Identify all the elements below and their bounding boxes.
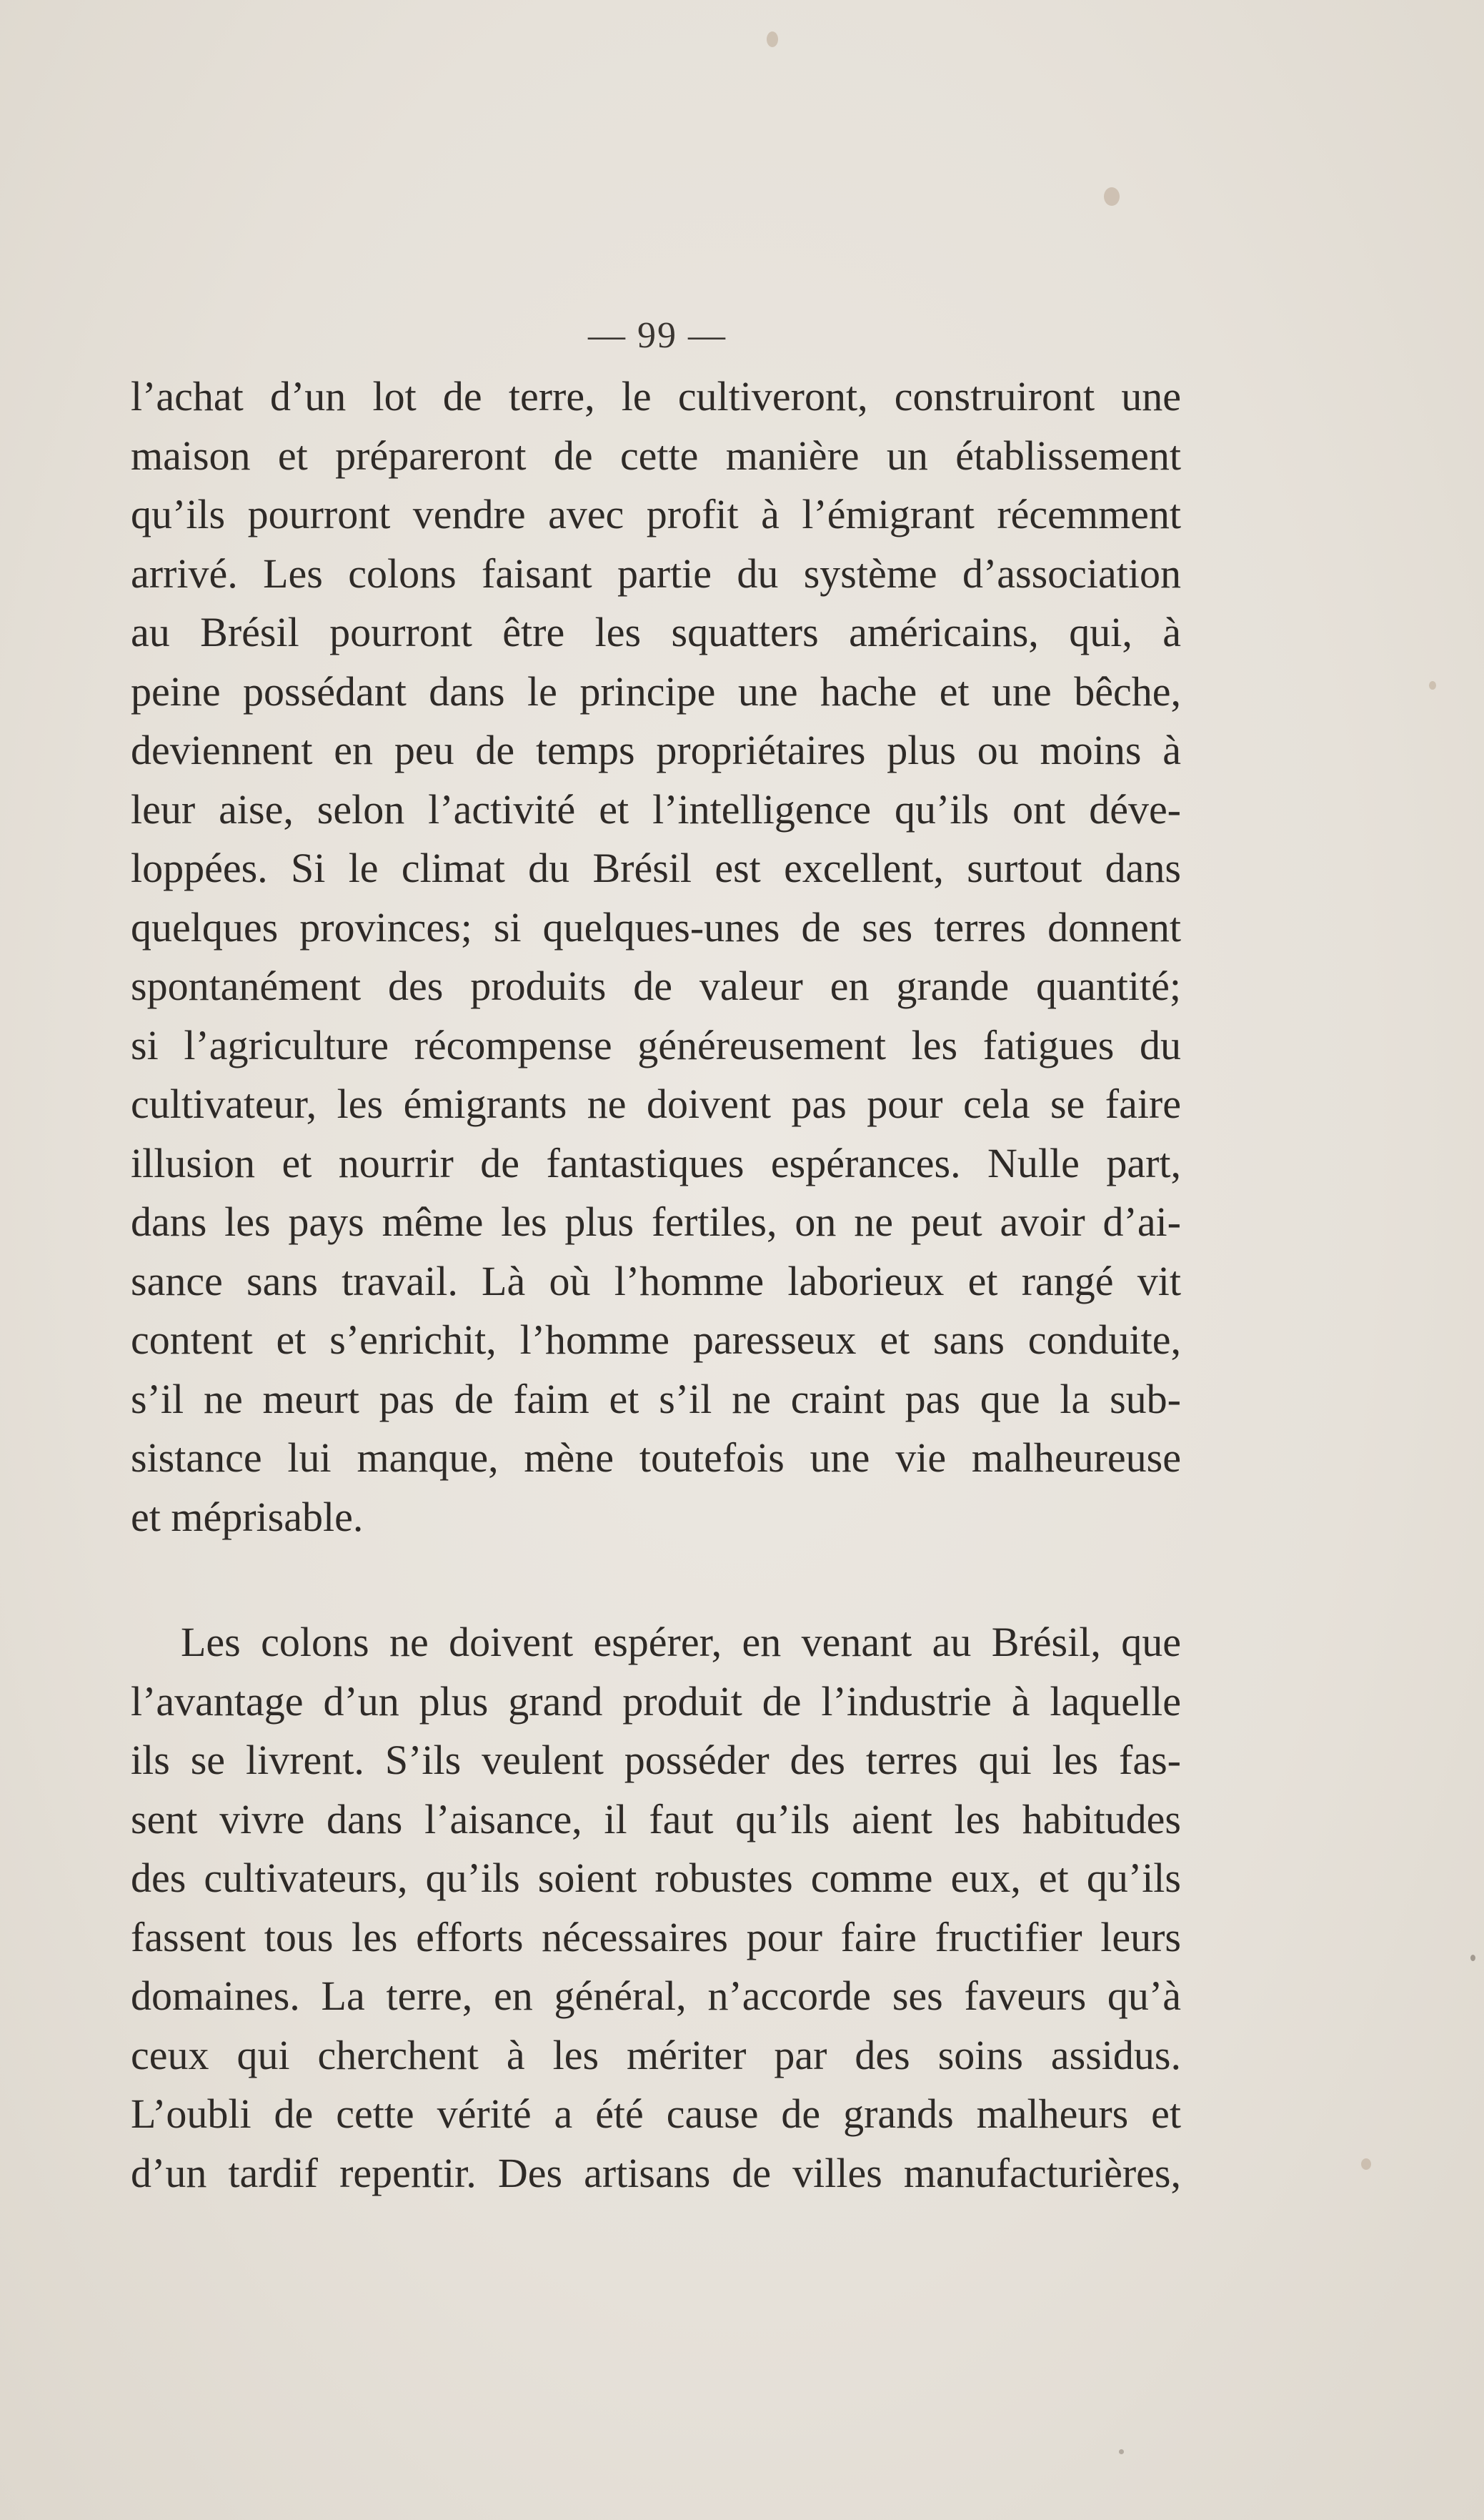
text-line: Les colons ne doivent espérer, en venant au Brésil, que — [181, 1619, 1181, 1665]
text-line: des cultivateurs, qu’ils soient robustes comme eux, et qu’ils — [131, 1855, 1181, 1901]
text-line: sance sans travail. Là où l’homme laborieux et rangé vit — [131, 1257, 1181, 1304]
paper-speck — [1429, 681, 1436, 690]
paragraph-2 — [131, 1613, 1181, 2203]
text-line: sent vivre dans l’aisance, il faut qu’ils aient les habitudes — [131, 1795, 1181, 1842]
text-line: spontanément des produits de valeur en grande quantité; — [131, 963, 1181, 1009]
text-line: sistance lui manque, mène toutefois une vie malheureuse — [131, 1434, 1181, 1481]
text-line: domaines. La terre, en général, n’accorde ses faveurs qu’à — [131, 1973, 1181, 2019]
text-line: cultivateur, les émigrants ne doivent pas pour cela se faire — [131, 1081, 1181, 1127]
text-line: d’un tardif repentir. Des artisans de villes manufacturières, — [131, 2149, 1181, 2196]
text-line: illusion et nourrir de fantastiques espérances. Nulle part, — [131, 1139, 1181, 1186]
text-line: deviennent en peu de temps propriétaires plus ou moins à — [131, 727, 1181, 773]
paper-speck — [1119, 2449, 1124, 2454]
text-line: peine possédant dans le principe une hache et une bêche, — [131, 668, 1181, 715]
paper-speck — [1104, 187, 1120, 206]
text-line: l’achat d’un lot de terre, le cultiveront, construiront une — [131, 373, 1181, 420]
text-line: dans les pays même les plus fertiles, on ne peut avoir d’ai- — [131, 1199, 1181, 1245]
text-line: qu’ils pourront vendre avec profit à l’émigrant récemment — [131, 491, 1181, 537]
paragraph-1 — [131, 367, 1181, 1547]
text-line: fassent tous les efforts nécessaires pour faire fructifier leurs — [131, 1913, 1181, 1960]
paper-speck — [1361, 2158, 1371, 2170]
text-line: ils se livrent. S’ils veulent posséder des terres qui les fas- — [131, 1737, 1181, 1783]
page-number: — 99 — — [588, 315, 727, 356]
text-line: quelques provinces; si quelques-unes de ses terres donnent — [131, 903, 1181, 951]
text-line: maison et prépareront de cette manière un établissement — [131, 432, 1181, 479]
text-line: au Brésil pourront être les squatters américains, qui, à — [131, 609, 1181, 655]
text-line: ceux qui cherchent à les mériter par des soins assidus. — [131, 2031, 1181, 2078]
paper-speck — [1470, 1955, 1475, 1961]
text-line: si l’agriculture récompense généreusement les fatigues du — [131, 1021, 1181, 1068]
text-line: content et s’enrichit, l’homme paresseux et sans conduite, — [131, 1316, 1181, 1363]
text-line: l’avantage d’un plus grand produit de l’industrie à laquelle — [131, 1677, 1181, 1725]
text-line: arrivé. Les colons faisant partie du système d’association — [131, 550, 1181, 597]
text-line: loppées. Si le climat du Brésil est excellent, surtout dans — [131, 845, 1181, 891]
text-line: leur aise, selon l’activité et l’intelligence qu’ils ont déve- — [131, 785, 1181, 833]
text-line: et méprisable. — [131, 1493, 364, 1540]
text-line: L’oubli de cette vérité a été cause de grands malheurs et — [131, 2090, 1181, 2137]
text-line: s’il ne meurt pas de faim et s’il ne craint pas que la sub- — [131, 1375, 1181, 1422]
paper-speck — [767, 31, 778, 47]
